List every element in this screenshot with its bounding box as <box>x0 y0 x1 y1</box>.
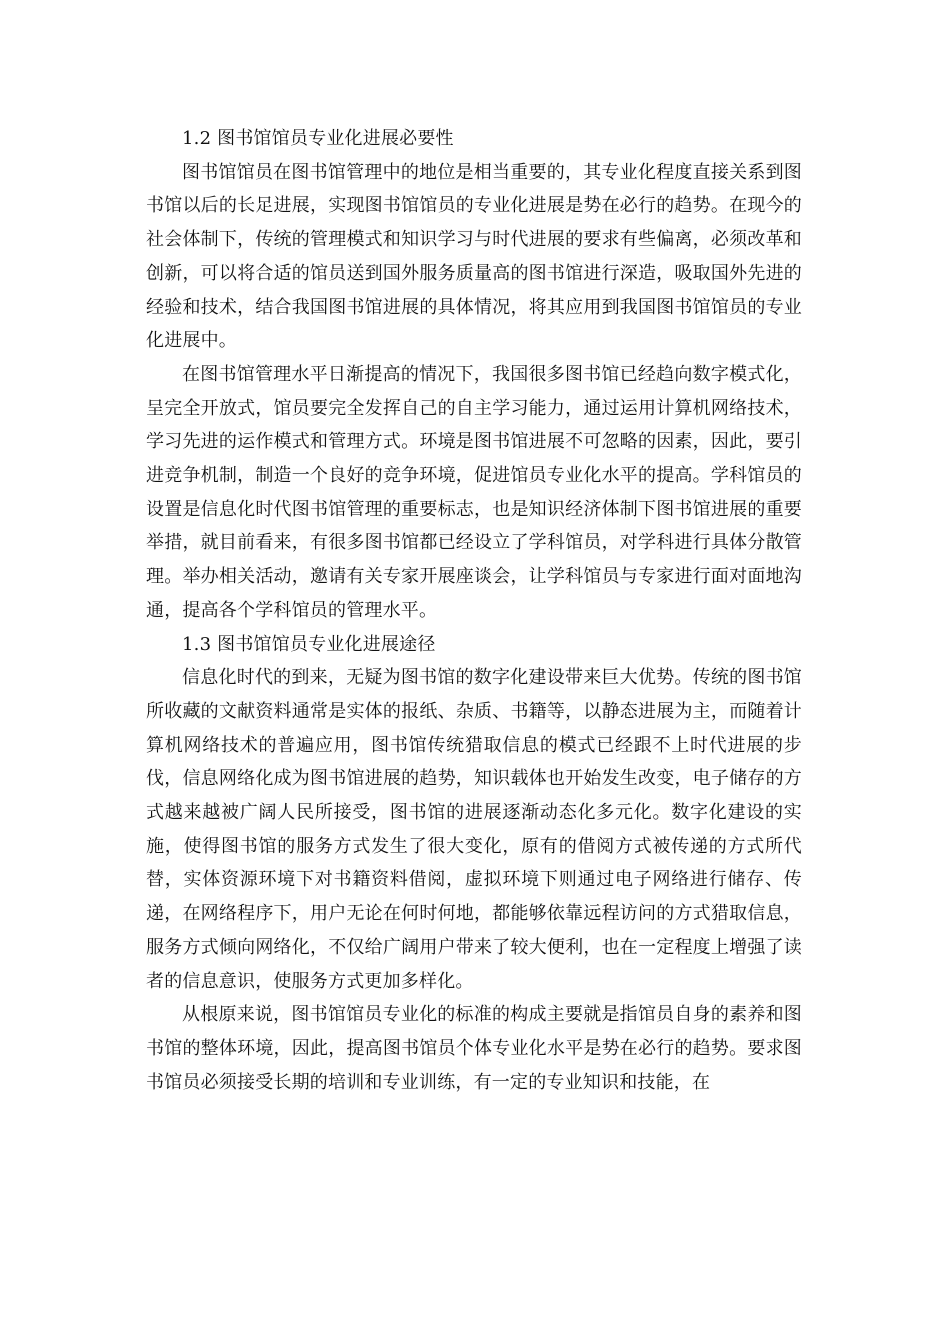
paragraph: 在图书馆管理水平日渐提高的情况下，我国很多图书馆已经趋向数字模式化，呈完全开放式，馆员要完全发挥自己的自主学习能力，通过运用计算机网络技术，学习先进的运作模式和管理方式。环境是图书馆进展不可忽略的因素，因此，要引进竞争机制，制造一个良好的竞争环境，促进馆员专业化水平的提高。学科馆员的设置是信息化时代图书馆管理的重要标志，也是知识经济体制下图书馆进展的重要举措，就目前看来，有很多图书馆都已经设立了学科馆员，对学科进行具体分散管理。举办相关活动，邀请有关专家开展座谈会，让学科馆员与专家进行面对面地沟通，提高各个学科馆员的管理水平。 <box>146 363 802 621</box>
document-body <box>146 122 802 1099</box>
paragraph: 从根原来说，图书馆馆员专业化的标准的构成主要就是指馆员自身的素养和图书馆的整体环境，因此，提高图书馆员个体专业化水平是势在必行的趋势。要求图书馆员必须接受长期的培训和专业训练，有一定的专业知识和技能，在 <box>146 1004 802 1093</box>
paragraph: 图书馆馆员在图书馆管理中的地位是相当重要的，其专业化程度直接关系到图书馆以后的长足进展，实现图书馆馆员的专业化进展是势在必行的趋势。在现今的社会体制下，传统的管理模式和知识学习与时代进展的要求有些偏离，必须改革和创新，可以将合适的馆员送到国外服务质量高的图书馆进行深造，吸取国外先进的经验和技术，结合我国图书馆进展的具体情况，将其应用到我国图书馆馆员的专业化进展中。 <box>146 161 802 352</box>
paragraph: 信息化时代的到来，无疑为图书馆的数字化建设带来巨大优势。传统的图书馆所收藏的文献资料通常是实体的报纸、杂质、书籍等，以静态进展为主，而随着计算机网络技术的普遍应用，图书馆传统猎取信息的模式已经跟不上时代进展的步伐，信息网络化成为图书馆进展的趋势，知识载体也开始发生改变，电子储存的方式越来越被广阔人民所接受，图书馆的进展逐渐动态化多元化。数字化建设的实施，使得图书馆的服务方式发生了很大变化，原有的借阅方式被传递的方式所代替，实体资源环境下对书籍资料借阅，虚拟环境下则通过电子网络进行储存、传递，在网络程序下，用户无论在何时何地，都能够依靠远程访问的方式猎取信息，服务方式倾向网络化，不仅给广阔用户带来了较大便利，也在一定程度上增强了读者的信息意识，使服务方式更加多样化。 <box>146 667 802 992</box>
section-heading-1-3: 1.3 图书馆馆员专业化进展途径 <box>182 633 436 655</box>
section-heading-1-2: 1.2 图书馆馆员专业化进展必要性 <box>182 128 454 149</box>
